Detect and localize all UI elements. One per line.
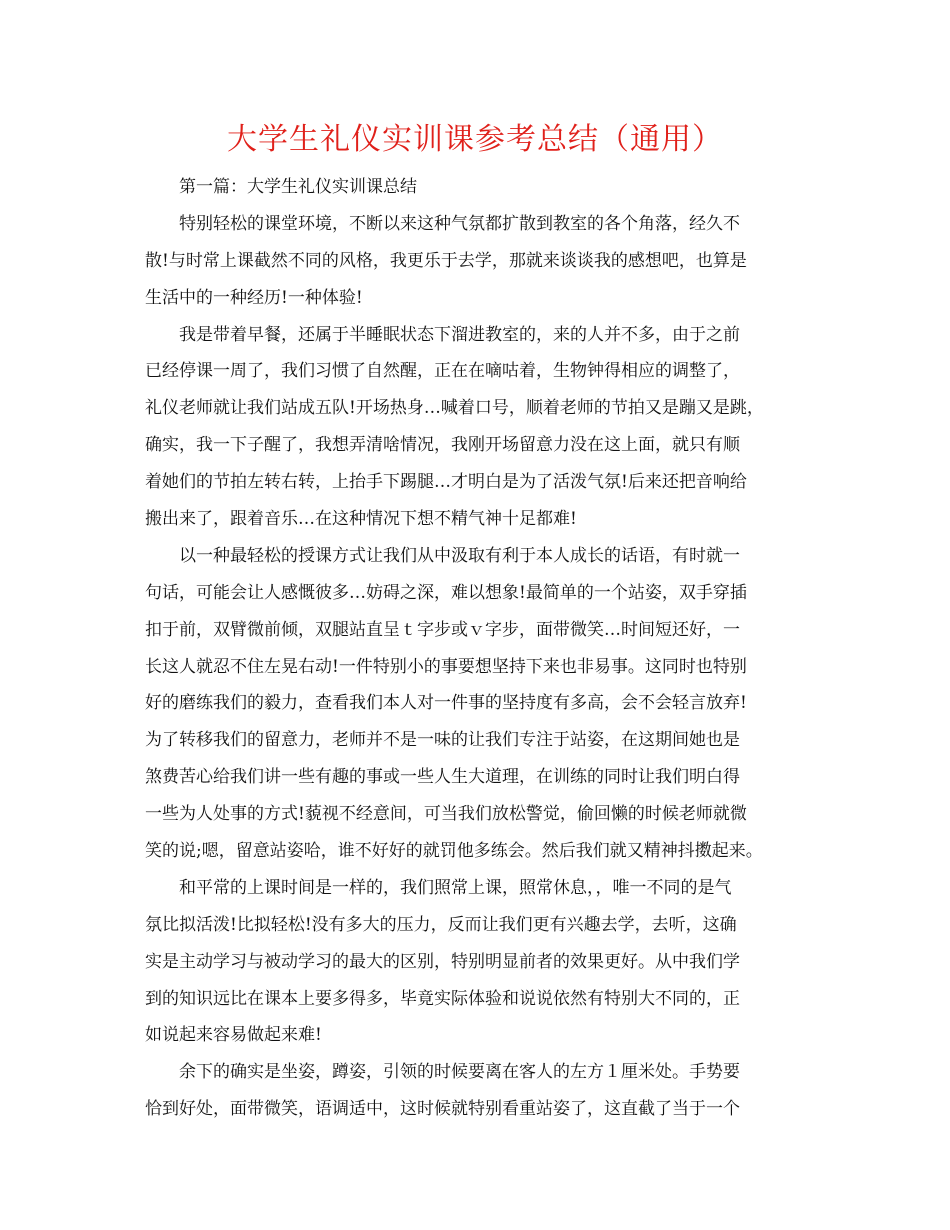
text-line: 我是带着早餐，还属于半睡眠状态下溜进教室的，来的人并不多，由于之前: [179, 324, 740, 345]
text-line: 恰到好处，面带微笑，语调适中，这时候就特别看重站姿了，这直截了当于一个: [145, 1099, 740, 1120]
text-line: 第一篇：大学生礼仪实训课总结: [179, 177, 417, 197]
text-line: 生活中的一种经历!一种体验!: [145, 287, 363, 308]
text-line: 到的知识远比在课本上要多得多，毕竟实际体验和说说依然有特别大不同的，正: [145, 988, 740, 1009]
text-line: 长这人就忍不住左晃右动!一件特别小的事要想坚持下来也非易事。这同时也特别: [145, 656, 747, 677]
text-line: 氛比拟活泼!比拟轻松!没有多大的压力，反而让我们更有兴趣去学，去听，这确: [145, 914, 737, 935]
text-line: 以一种最轻松的授课方式让我们从中汲取有利于本人成长的话语，有时就一: [179, 545, 740, 566]
text-line: 笑的说;嗯，留意站姿哈，谁不好好的就罚他多练会。然后我们就又精神抖擞起来。: [145, 841, 763, 862]
text-line: 着她们的节拍左转右转，上抬手下踢腿…才明白是为了活泼气氛!后来还把音响给: [145, 472, 747, 493]
text-line: 余下的确实是坐姿，蹲姿，引领的时候要离在客人的左方１厘米处。手势要: [179, 1062, 740, 1083]
text-line: 特别轻松的课堂环境，不断以来这种气氛都扩散到教室的各个角落，经久不: [179, 213, 740, 234]
text-line: 已经停课一周了，我们习惯了自然醒，正在在嘀咕着，生物钟得相应的调整了，: [145, 361, 740, 382]
text-line: 礼仪老师就让我们站成五队!开场热身…喊着口号，顺着老师的节拍又是蹦又是跳，: [145, 398, 764, 419]
text-line: 和平常的上课时间是一样的，我们照常上课，照常休息，，唯一不同的是气: [179, 877, 732, 898]
text-line: 确实，我一下子醒了，我想弄清啥情况，我刚开场留意力没在这上面，就只有顺: [145, 435, 740, 456]
text-line: 搬出来了，跟着音乐…在这种情况下想不精气神十足都难!: [145, 509, 577, 530]
text-line: 好的磨练我们的毅力，查看我们本人对一件事的坚持度有多高，会不会轻言放弃!: [145, 693, 747, 714]
text-line: 句话，可能会让人感慨彼多…妨碍之深，难以想象!最简单的一个站姿，双手穿插: [145, 582, 747, 603]
document-body: [145, 169, 825, 1128]
text-line: 扣于前，双臂微前倾，双腿站直呈ｔ字步或ｖ字步，面带微笑…时间短还好，一: [145, 619, 740, 640]
text-line: 实是主动学习与被动学习的最大的区别，特别明显前者的效果更好。从中我们学: [145, 951, 740, 972]
text-line: 为了转移我们的留意力，老师并不是一味的让我们专注于站姿，在这期间她也是: [145, 730, 740, 751]
document-title: 大学生礼仪实训课参考总结（通用）: [227, 122, 723, 157]
text-line: 如说起来容易做起来难!: [145, 1025, 322, 1046]
text-line: 煞费苦心给我们讲一些有趣的事或一些人生大道理，在训练的同时让我们明白得: [145, 767, 740, 788]
text-line: 一些为人处事的方式!藐视不经意间，可当我们放松警觉，偷回懒的时候老师就微: [145, 804, 747, 825]
text-line: 散!与时常上课截然不同的风格，我更乐于去学，那就来谈谈我的感想吧，也算是: [145, 250, 747, 271]
